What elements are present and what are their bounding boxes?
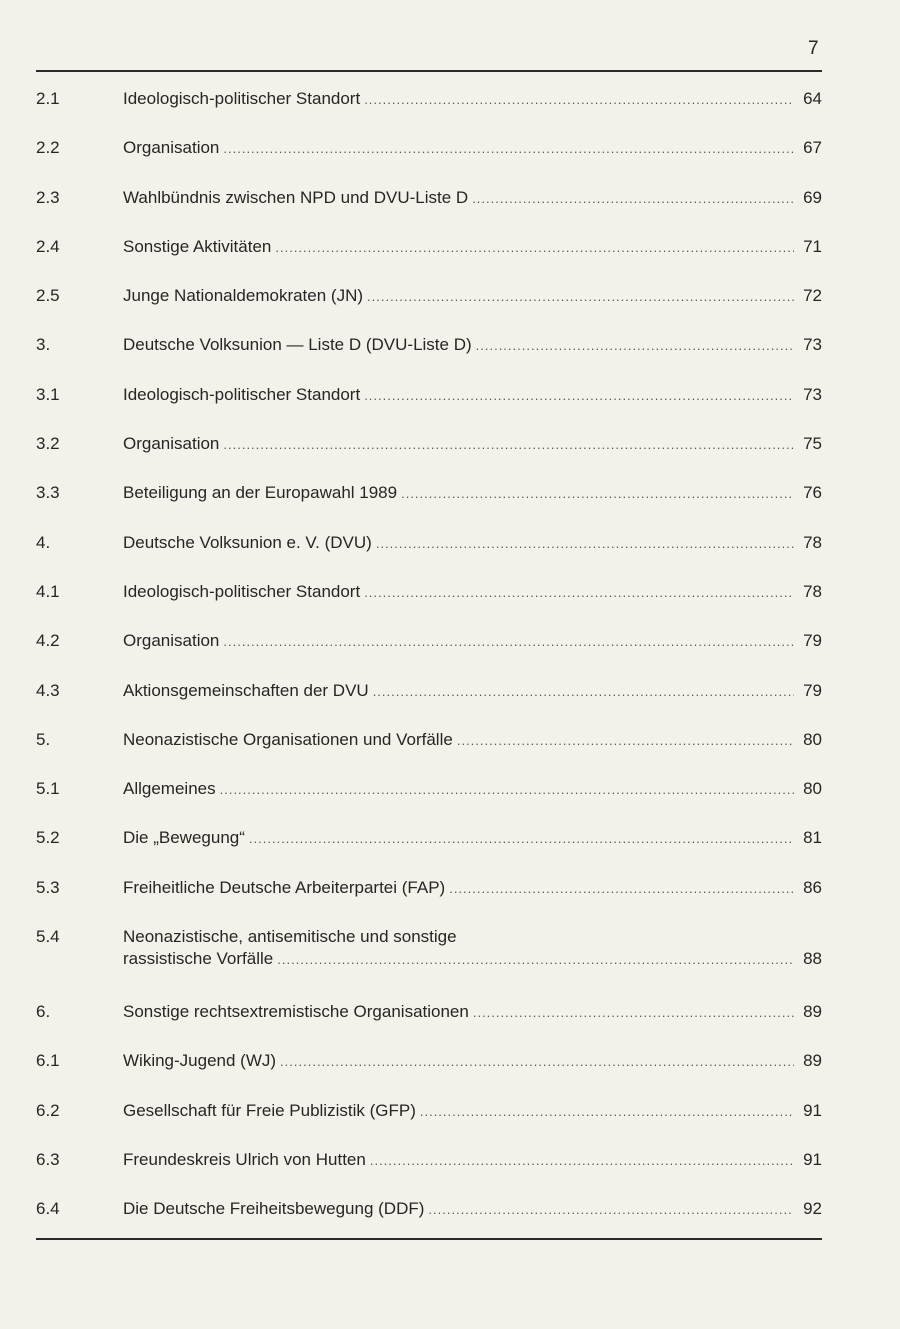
toc-entry-number: 6.1 bbox=[36, 1051, 60, 1071]
toc-entry-title: Wahlbündnis zwischen NPD und DVU-Liste D bbox=[123, 187, 469, 207]
toc-entry-leader-dots bbox=[223, 631, 794, 653]
toc-entry bbox=[36, 1144, 822, 1193]
toc-entry bbox=[36, 428, 822, 477]
toc-entry-title: Organisation bbox=[123, 631, 220, 651]
top-rule bbox=[36, 70, 822, 72]
toc-entry-page: 80 bbox=[803, 779, 822, 799]
toc-entry-page: 92 bbox=[803, 1199, 822, 1219]
toc-entry bbox=[36, 625, 822, 674]
toc-entry-title: Aktionsgemeinschaften der DVU bbox=[123, 680, 369, 700]
toc-entry bbox=[36, 921, 822, 996]
toc-entry-title: Ideologisch-politischer Standort bbox=[123, 89, 361, 108]
toc-entry-title: Sonstige rechtsextremistische Organisationen bbox=[123, 1002, 469, 1022]
toc-entry-number: 6.2 bbox=[36, 1100, 60, 1120]
toc-entry-number: 6.4 bbox=[36, 1199, 60, 1219]
toc-entry-title-block bbox=[123, 187, 822, 210]
toc-entry bbox=[36, 83, 822, 132]
toc-entry-title: Organisation bbox=[123, 434, 220, 454]
toc-entry-leader-dots bbox=[364, 582, 794, 604]
toc-entry bbox=[36, 182, 822, 231]
toc-entry-title: Allgemeines bbox=[123, 779, 216, 799]
toc-entry-line bbox=[123, 334, 822, 357]
toc-entry-page: 88 bbox=[803, 949, 822, 969]
toc-entry-number: 2.1 bbox=[36, 89, 60, 108]
page-number: 7 bbox=[808, 38, 819, 59]
toc-entry-number: 2.5 bbox=[36, 286, 60, 306]
toc-entry-title-block bbox=[123, 334, 822, 357]
toc-entry-number: 6. bbox=[36, 1002, 51, 1022]
toc-entry-title-block bbox=[123, 236, 822, 259]
toc-entry bbox=[36, 996, 822, 1045]
toc-entry-leader-dots bbox=[370, 1150, 794, 1172]
toc-entry-leader-dots bbox=[280, 1051, 794, 1073]
toc-entry-number: 5.2 bbox=[36, 828, 60, 848]
toc-entry-title-block bbox=[123, 384, 822, 407]
toc-entry-title: Freundeskreis Ulrich von Hutten bbox=[123, 1149, 366, 1169]
toc-entry-leader-dots bbox=[472, 188, 794, 210]
toc-entry-number: 3. bbox=[36, 335, 51, 355]
toc-entry-line bbox=[123, 433, 822, 456]
toc-entry-page: 86 bbox=[803, 877, 822, 897]
toc-entry-page: 78 bbox=[803, 581, 822, 601]
toc-entry-title: Beteiligung an der Europawahl 1989 bbox=[123, 483, 398, 503]
toc-entry-number: 4. bbox=[36, 532, 51, 552]
toc-entry-line bbox=[123, 384, 822, 407]
toc-entry-page: 71 bbox=[803, 236, 822, 256]
toc-entry-page: 73 bbox=[803, 335, 822, 355]
toc-entry-page: 75 bbox=[803, 434, 822, 454]
toc-entry-number: 4.3 bbox=[36, 680, 60, 700]
toc-entry-title: Organisation bbox=[123, 138, 220, 158]
toc-entry-line bbox=[123, 1198, 822, 1221]
toc-entry-leader-dots bbox=[364, 385, 794, 407]
toc-entry bbox=[36, 527, 822, 576]
toc-entry-line bbox=[123, 532, 822, 555]
toc-entry-number: 3.1 bbox=[36, 384, 60, 404]
toc-entry bbox=[36, 773, 822, 822]
toc-entry-page: 89 bbox=[803, 1002, 822, 1022]
toc-entry-leader-dots bbox=[277, 949, 794, 971]
toc-entry-title-block bbox=[123, 1050, 822, 1073]
toc-entry-page: 64 bbox=[803, 89, 822, 108]
toc-entry-leader-dots bbox=[223, 434, 794, 456]
toc-entry-leader-dots bbox=[249, 828, 794, 850]
toc-entry-leader-dots bbox=[367, 286, 794, 308]
toc-entry-title-block bbox=[123, 729, 822, 752]
toc-entry-leader-dots bbox=[220, 779, 794, 801]
toc-entry-page: 79 bbox=[803, 631, 822, 651]
toc-entry-line bbox=[123, 729, 822, 752]
toc-entry-number: 4.1 bbox=[36, 581, 60, 601]
toc-entry-title: Gesellschaft für Freie Publizistik (GFP) bbox=[123, 1100, 416, 1120]
toc-entry bbox=[36, 1095, 822, 1144]
toc-entry-title-first-line: Neonazistische, antisemitische und sonstige bbox=[123, 927, 457, 947]
toc-entry-page: 67 bbox=[803, 138, 822, 158]
toc-entry-line bbox=[123, 187, 822, 210]
toc-entry-title-block bbox=[123, 482, 822, 505]
toc-entry-line bbox=[123, 1050, 822, 1073]
toc-entry-page: 89 bbox=[803, 1051, 822, 1071]
toc-entry-title-block bbox=[123, 285, 822, 308]
toc-entry-line bbox=[123, 581, 822, 604]
bottom-rule bbox=[36, 1238, 822, 1240]
toc-entry-page: 69 bbox=[803, 187, 822, 207]
toc-entry-number: 5.3 bbox=[36, 877, 60, 897]
toc-entry-title-block bbox=[123, 88, 822, 111]
toc-entry-number: 4.2 bbox=[36, 631, 60, 651]
toc-entry-number: 2.4 bbox=[36, 236, 60, 256]
toc-entry-leader-dots bbox=[476, 335, 794, 357]
toc-entry-line bbox=[123, 88, 822, 111]
toc-entry-line bbox=[123, 137, 822, 160]
toc-entry-number: 6.3 bbox=[36, 1149, 60, 1169]
toc-entry-line bbox=[123, 827, 822, 850]
toc-entry-leader-dots bbox=[401, 483, 794, 505]
toc-entry-line bbox=[123, 778, 822, 801]
toc-entry-line bbox=[123, 948, 822, 971]
toc-entry-leader-dots bbox=[473, 1002, 794, 1024]
toc-entry-line bbox=[123, 482, 822, 505]
toc-entry-number: 5.4 bbox=[36, 927, 60, 947]
toc-entry bbox=[36, 280, 822, 329]
toc-entry-title: Wiking-Jugend (WJ) bbox=[123, 1051, 277, 1071]
toc-entry-title: Sonstige Aktivitäten bbox=[123, 236, 272, 256]
toc-entry-page: 81 bbox=[803, 828, 822, 848]
toc-entry-page: 79 bbox=[803, 680, 822, 700]
toc-entry-title-block bbox=[123, 827, 822, 850]
toc-entry-line bbox=[123, 1001, 822, 1024]
toc-entry-title-block bbox=[123, 1100, 822, 1123]
toc-entry-number: 2.3 bbox=[36, 187, 60, 207]
toc-entry-page: 78 bbox=[803, 532, 822, 552]
toc-entry-title: Deutsche Volksunion — Liste D (DVU-Liste D) bbox=[123, 335, 472, 355]
table-of-contents bbox=[36, 83, 822, 1243]
toc-entry-page: 72 bbox=[803, 286, 822, 306]
toc-entry-page: 73 bbox=[803, 384, 822, 404]
toc-entry bbox=[36, 724, 822, 773]
toc-entry-title: Die Deutsche Freiheitsbewegung (DDF) bbox=[123, 1199, 425, 1219]
toc-entry-title: rassistische Vorfälle bbox=[123, 949, 274, 969]
toc-entry-line bbox=[123, 877, 822, 900]
toc-entry bbox=[36, 576, 822, 625]
toc-entry-page: 76 bbox=[803, 483, 822, 503]
toc-entry bbox=[36, 379, 822, 428]
toc-entry-title-block bbox=[123, 532, 822, 555]
toc-entry-line bbox=[123, 1100, 822, 1123]
toc-entry bbox=[36, 329, 822, 378]
toc-entry-number: 5. bbox=[36, 729, 51, 749]
toc-entry-title-block bbox=[123, 1001, 822, 1024]
toc-entry-number: 2.2 bbox=[36, 138, 60, 158]
toc-entry-line bbox=[123, 680, 822, 703]
toc-entry-title-block bbox=[123, 581, 822, 604]
toc-entry-leader-dots bbox=[275, 237, 794, 259]
toc-entry-title: Deutsche Volksunion e. V. (DVU) bbox=[123, 532, 372, 552]
toc-entry bbox=[36, 231, 822, 280]
toc-entry-title: Ideologisch-politischer Standort bbox=[123, 581, 361, 601]
toc-entry-leader-dots bbox=[373, 681, 794, 703]
toc-entry-title: Ideologisch-politischer Standort bbox=[123, 384, 361, 404]
toc-entry-title: Neonazistische Organisationen und Vorfälle bbox=[123, 729, 453, 749]
toc-entry-leader-dots bbox=[376, 533, 794, 555]
toc-entry-line bbox=[123, 1149, 822, 1172]
toc-entry-title-block bbox=[123, 680, 822, 703]
toc-entry-leader-dots bbox=[449, 878, 794, 900]
toc-entry-title: Freiheitliche Deutsche Arbeiterpartei (FAP) bbox=[123, 877, 446, 897]
toc-entry-number: 3.3 bbox=[36, 483, 60, 503]
toc-entry bbox=[36, 872, 822, 921]
toc-entry-title-block bbox=[123, 778, 822, 801]
toc-entry-page: 91 bbox=[803, 1149, 822, 1169]
toc-entry-leader-dots bbox=[364, 89, 794, 111]
toc-entry-leader-dots bbox=[428, 1199, 794, 1221]
toc-entry-title-block bbox=[123, 137, 822, 160]
toc-entry-title-block bbox=[123, 926, 822, 971]
toc-entry-number: 5.1 bbox=[36, 779, 60, 799]
toc-entry bbox=[36, 132, 822, 181]
toc-entry-title: Junge Nationaldemokraten (JN) bbox=[123, 286, 364, 306]
toc-entry bbox=[36, 1045, 822, 1094]
toc-entry-title-block bbox=[123, 1198, 822, 1221]
toc-entry-leader-dots bbox=[420, 1101, 794, 1123]
toc-entry bbox=[36, 675, 822, 724]
toc-entry-number: 3.2 bbox=[36, 434, 60, 454]
toc-entry-title-block bbox=[123, 433, 822, 456]
toc-entry bbox=[36, 822, 822, 871]
toc-entry-line bbox=[123, 236, 822, 259]
toc-entry-line bbox=[123, 285, 822, 308]
toc-entry-leader-dots bbox=[223, 138, 794, 160]
toc-entry-page: 91 bbox=[803, 1100, 822, 1120]
toc-entry-title-block bbox=[123, 877, 822, 900]
toc-entry-page: 80 bbox=[803, 729, 822, 749]
toc-entry-title-block bbox=[123, 1149, 822, 1172]
toc-entry-title-block bbox=[123, 630, 822, 653]
toc-entry bbox=[36, 1193, 822, 1242]
toc-entry-title: Die „Bewegung“ bbox=[123, 828, 245, 848]
toc-entry-line bbox=[123, 630, 822, 653]
toc-entry bbox=[36, 477, 822, 526]
toc-entry-leader-dots bbox=[457, 730, 794, 752]
